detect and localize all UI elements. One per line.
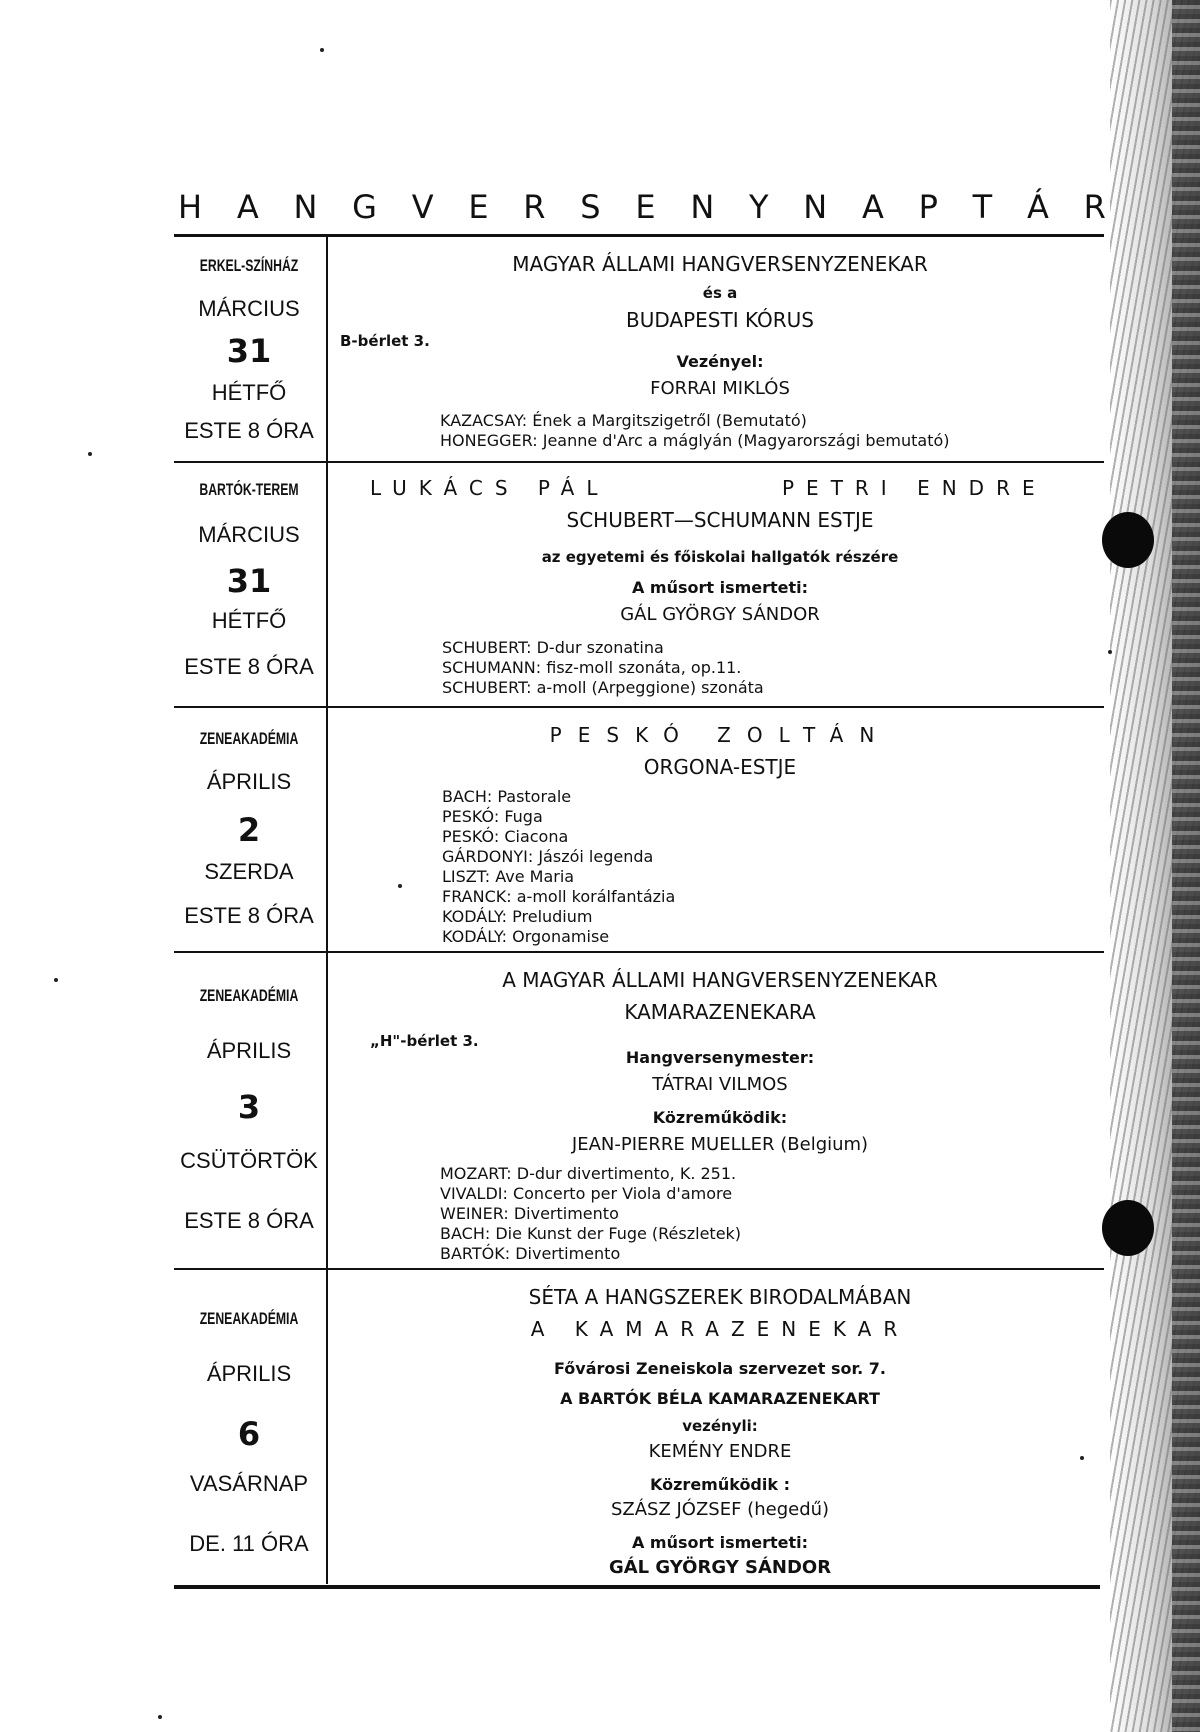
role-label: Vezényel: bbox=[676, 352, 764, 371]
subscription-tag: „H"-bérlet 3. bbox=[370, 1032, 479, 1050]
conductor: KEMÉNY ENDRE bbox=[648, 1441, 792, 1462]
scan-speck bbox=[158, 1715, 162, 1719]
scan-speck bbox=[1108, 650, 1112, 654]
month: ÁPRILIS bbox=[206, 769, 292, 794]
program-item: KODÁLY: Preludium bbox=[442, 907, 593, 926]
connector: és a bbox=[702, 284, 738, 302]
presenter: GÁL GYÖRGY SÁNDOR bbox=[608, 1557, 832, 1578]
month: MÁRCIUS bbox=[198, 522, 300, 547]
program-item: SCHUMANN: fisz-moll szonáta, op.11. bbox=[442, 658, 742, 677]
event-5-details bbox=[340, 1269, 1100, 1585]
venue: ERKEL-SZÍNHÁZ bbox=[199, 256, 299, 275]
program-item: WEINER: Divertimento bbox=[440, 1204, 619, 1223]
month: MÁRCIUS bbox=[198, 296, 300, 321]
concert-title: ORGONA-ESTJE bbox=[643, 755, 797, 779]
scan-speck bbox=[54, 978, 58, 982]
program-item: SCHUBERT: D-dur szonatina bbox=[442, 638, 664, 657]
program-list bbox=[440, 411, 950, 451]
role-label: Hangversenymester: bbox=[625, 1048, 815, 1067]
bottom-rule bbox=[174, 1585, 1100, 1589]
weekday: SZERDA bbox=[204, 859, 294, 884]
role-label: A műsort ismerteti: bbox=[631, 578, 809, 597]
page-title: H A N G V E R S E N Y N A P T Á R bbox=[178, 188, 1108, 226]
day-number: 31 bbox=[226, 562, 272, 600]
day-number: 3 bbox=[237, 1088, 261, 1126]
conductor: FORRAI MIKLÓS bbox=[650, 378, 790, 399]
program-item: BARTÓK: Divertimento bbox=[440, 1244, 621, 1263]
program-item: HONEGGER: Jeanne d'Arc a máglyán (Magyarországi bemutató) bbox=[440, 431, 950, 450]
program-item: PESKÓ: Fuga bbox=[442, 807, 543, 826]
time: ESTE 8 ÓRA bbox=[184, 654, 314, 679]
event-3-details bbox=[340, 707, 1100, 951]
ensemble: A KAMARAZENEKAR bbox=[530, 1317, 910, 1341]
role-label: Közreműködik : bbox=[650, 1475, 790, 1494]
program-item: LISZT: Ave Maria bbox=[442, 867, 575, 886]
time: DE. 11 ÓRA bbox=[189, 1531, 309, 1556]
role-label: A műsort ismerteti: bbox=[631, 1533, 809, 1552]
day-number: 2 bbox=[237, 811, 261, 849]
month: ÁPRILIS bbox=[206, 1361, 292, 1386]
soloist: SZÁSZ JÓZSEF (hegedű) bbox=[610, 1499, 830, 1520]
program-item: FRANCK: a-moll korálfantázia bbox=[442, 887, 676, 906]
concert-title: SÉTA A HANGSZEREK BIRODALMÁBAN bbox=[528, 1285, 912, 1309]
venue: ZENEAKADÉMIA bbox=[199, 986, 299, 1005]
ensemble: MAGYAR ÁLLAMI HANGVERSENYZENEKAR bbox=[512, 252, 928, 276]
program-item: SCHUBERT: a-moll (Arpeggione) szonáta bbox=[442, 678, 764, 697]
soloist: JEAN-PIERRE MUELLER (Belgium) bbox=[571, 1134, 869, 1155]
time: ESTE 8 ÓRA bbox=[184, 418, 314, 443]
day-number: 6 bbox=[237, 1415, 261, 1453]
venue: ZENEAKADÉMIA bbox=[199, 729, 299, 748]
audience-note: az egyetemi és főiskolai hallgatók részére bbox=[541, 548, 899, 566]
program-list bbox=[440, 1164, 741, 1264]
column-divider bbox=[326, 236, 328, 1584]
ensemble: A MAGYAR ÁLLAMI HANGVERSENYZENEKAR bbox=[502, 968, 938, 992]
event-2-details bbox=[340, 462, 1100, 706]
performer: PESKÓ ZOLTÁN bbox=[549, 723, 891, 747]
program-item: GÁRDONYI: Jászói legenda bbox=[442, 847, 654, 866]
program-item: BACH: Pastorale bbox=[442, 787, 572, 806]
scan-speck bbox=[320, 48, 324, 52]
time: ESTE 8 ÓRA bbox=[184, 903, 314, 928]
program-list bbox=[442, 787, 675, 947]
role-label: vezényli: bbox=[682, 1417, 758, 1435]
ensemble: BUDAPESTI KÓRUS bbox=[626, 308, 814, 332]
weekday: HÉTFŐ bbox=[211, 608, 287, 633]
event-4-date bbox=[174, 952, 324, 1268]
role-label: Közreműködik: bbox=[652, 1108, 788, 1127]
weekday: CSÜTÖRTÖK bbox=[180, 1148, 318, 1173]
program-item: BACH: Die Kunst der Fuge (Részletek) bbox=[440, 1224, 742, 1243]
month: ÁPRILIS bbox=[206, 1038, 292, 1063]
concertmaster: TÁTRAI VILMOS bbox=[652, 1074, 788, 1095]
punch-hole-top bbox=[1102, 512, 1154, 568]
weekday: VASÁRNAP bbox=[189, 1471, 309, 1496]
series-note: Fővárosi Zeneiskola szervezet sor. 7. bbox=[554, 1359, 886, 1378]
event-2-date bbox=[174, 462, 324, 706]
venue: ZENEAKADÉMIA bbox=[199, 1309, 299, 1328]
day-number: 31 bbox=[226, 332, 272, 370]
performer-right: PETRI ENDRE bbox=[782, 476, 1047, 500]
program-item: MOZART: D-dur divertimento, K. 251. bbox=[440, 1164, 737, 1183]
subscription-tag: B-bérlet 3. bbox=[340, 332, 430, 350]
ensemble: KAMARAZENEKARA bbox=[624, 1000, 816, 1024]
program-list bbox=[442, 638, 764, 698]
ensemble: A BARTÓK BÉLA KAMARAZENEKART bbox=[560, 1389, 880, 1408]
event-1-details bbox=[340, 236, 1100, 461]
presenter: GÁL GYÖRGY SÁNDOR bbox=[620, 604, 820, 625]
performer-left: LUKÁCS PÁL bbox=[370, 476, 610, 500]
venue: BARTÓK-TEREM bbox=[199, 480, 299, 499]
program-item: KODÁLY: Orgonamise bbox=[442, 927, 610, 946]
event-4-details bbox=[340, 952, 1100, 1268]
time: ESTE 8 ÓRA bbox=[184, 1208, 314, 1233]
program-item: KAZACSAY: Ének a Margitszigetről (Bemutató) bbox=[440, 411, 807, 430]
scan-edge-noise-dark bbox=[1172, 0, 1200, 1732]
concert-title: SCHUBERT—SCHUMANN ESTJE bbox=[566, 508, 874, 532]
punch-hole-bottom bbox=[1102, 1200, 1154, 1256]
event-1-date bbox=[174, 236, 324, 461]
event-3-date bbox=[174, 707, 324, 951]
program-item: PESKÓ: Ciacona bbox=[442, 827, 569, 846]
scan-speck bbox=[88, 452, 92, 456]
program-item: VIVALDI: Concerto per Viola d'amore bbox=[440, 1184, 733, 1203]
weekday: HÉTFŐ bbox=[211, 380, 287, 405]
event-5-date bbox=[174, 1269, 324, 1585]
